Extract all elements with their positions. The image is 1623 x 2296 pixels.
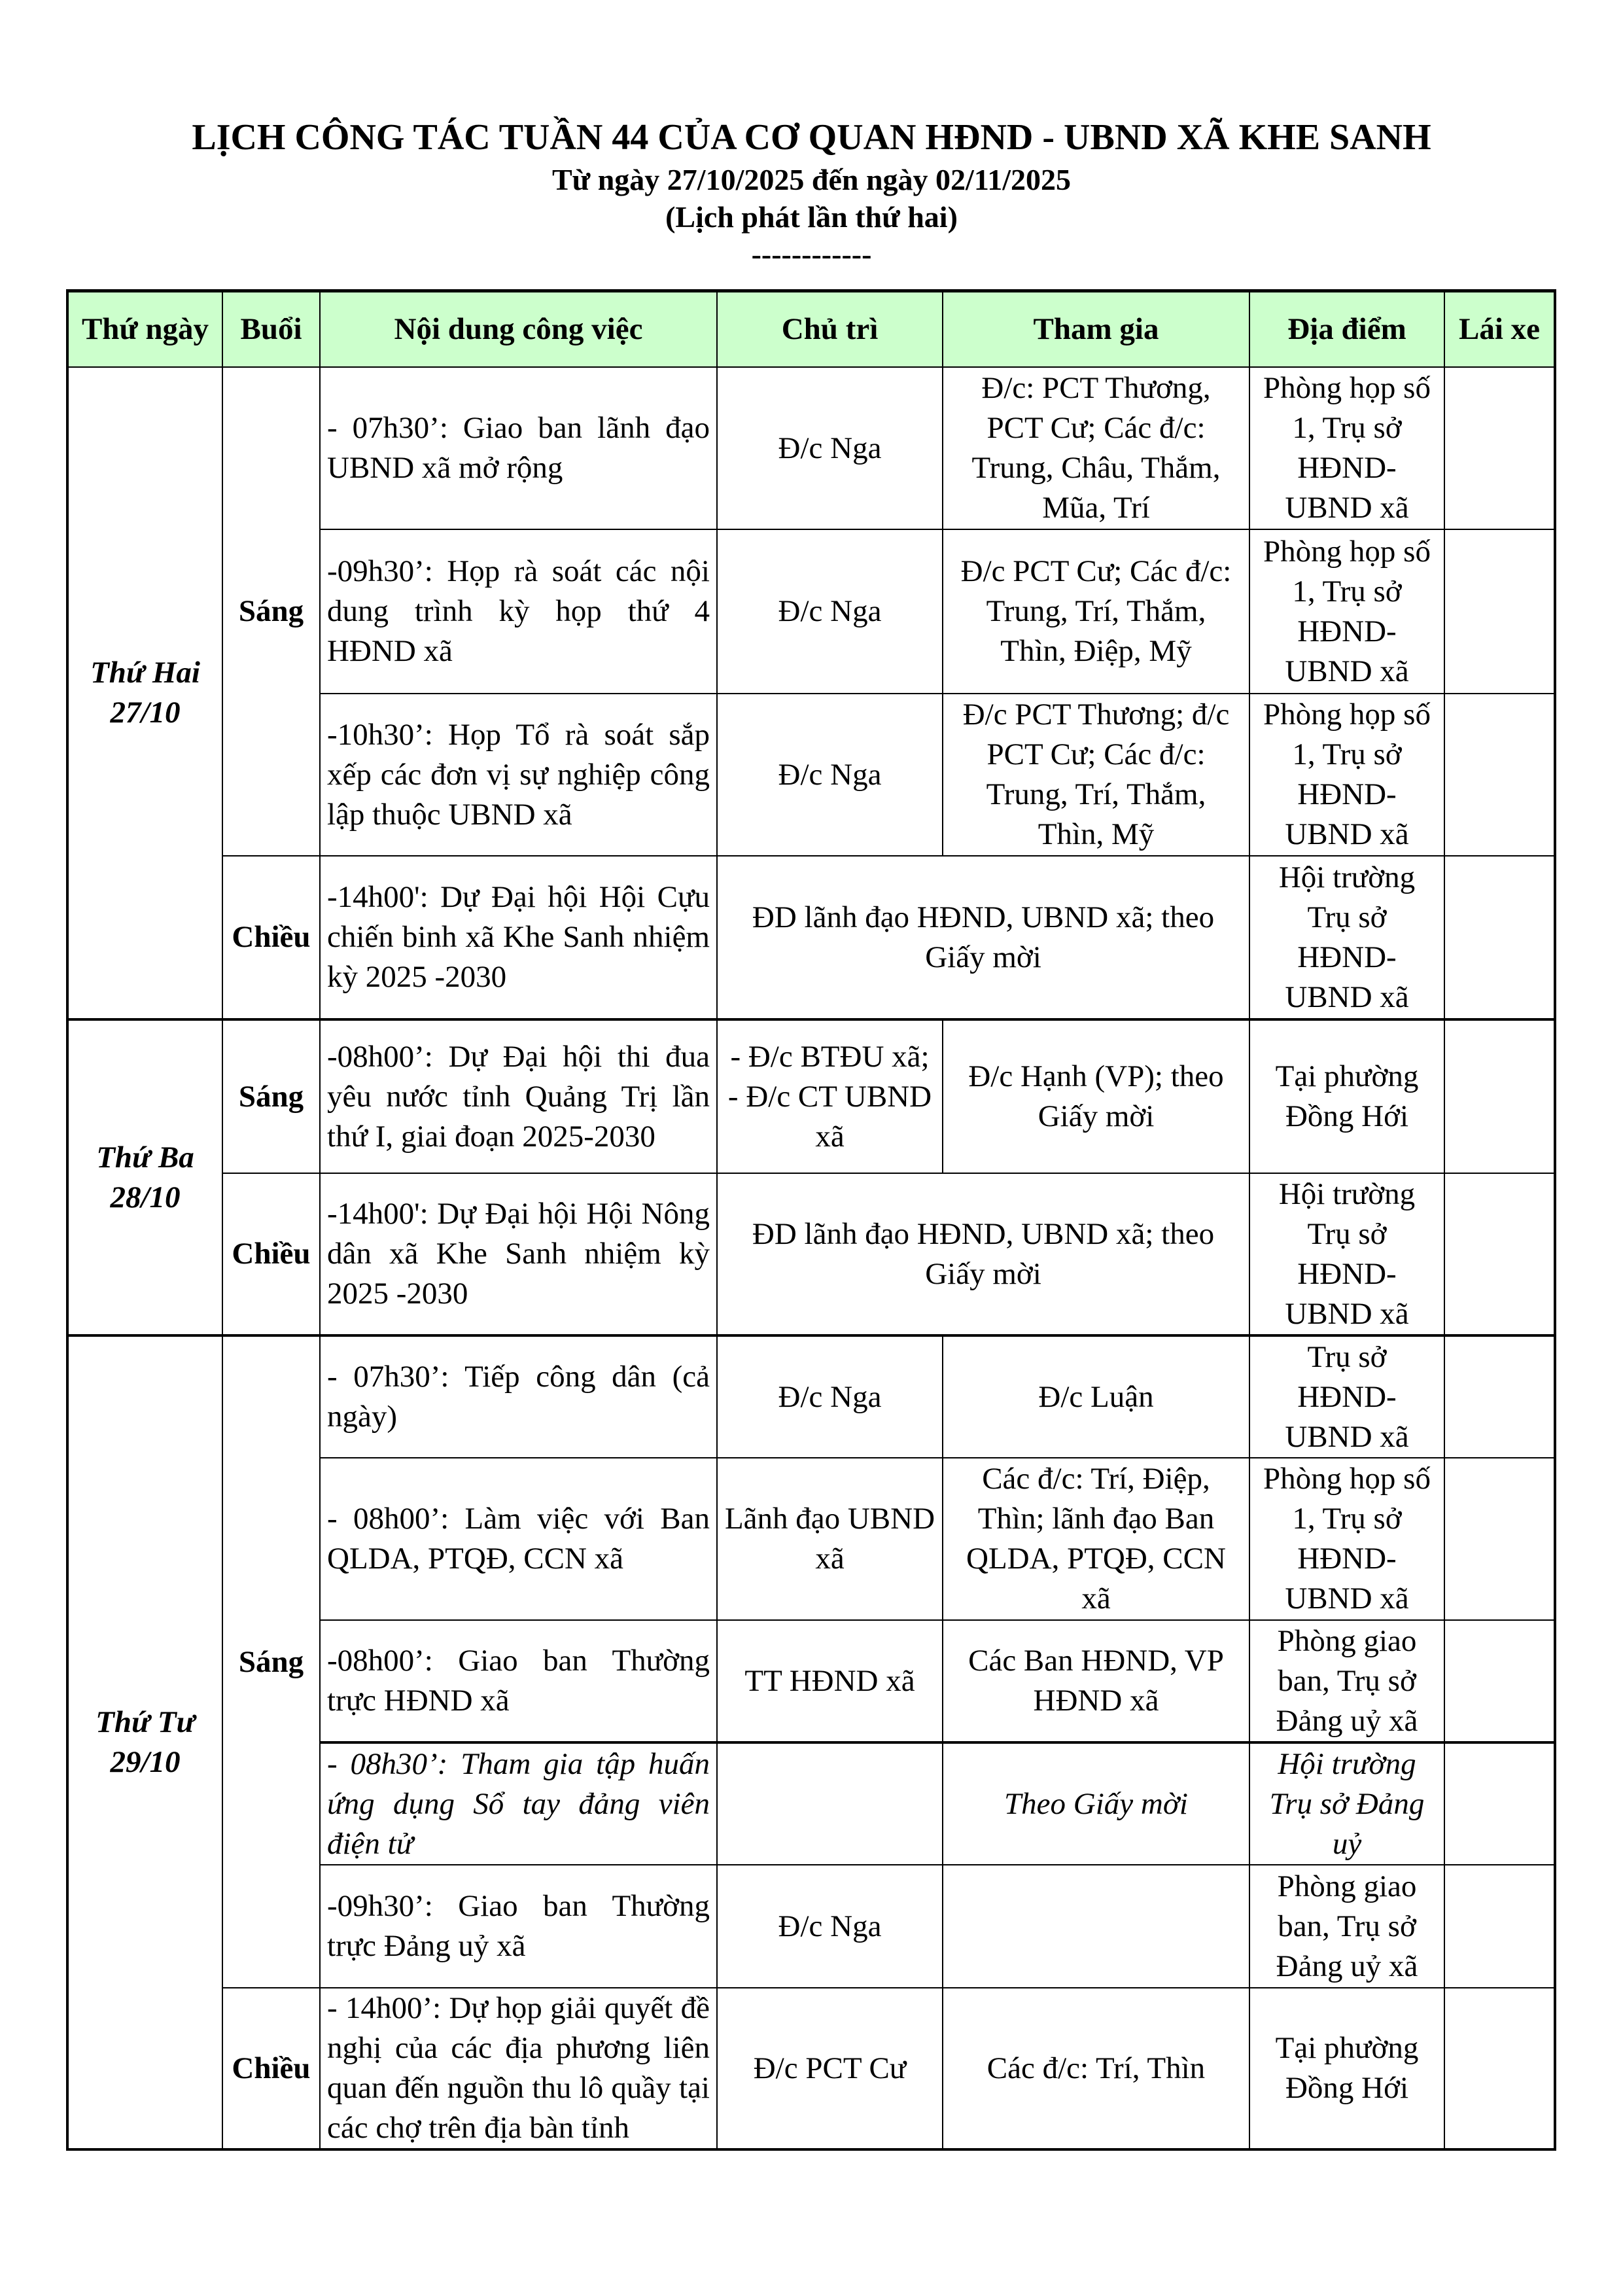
location-cell: Phòng họp số 1, Trụ sở HĐND-UBND xã [1249,694,1444,856]
content-cell: - 14h00’: Dự họp giải quyết đề nghị của các địa phương liên quan đến nguồn thu lô quầy tại các chợ trên địa bàn tỉnh [320,1988,717,2149]
content-cell: - 07h30’: Tiếp công dân (cả ngày) [320,1335,717,1458]
chair-cell [717,1742,943,1865]
location-cell: Phòng giao ban, Trụ sở Đảng uỷ xã [1249,1865,1444,1988]
location-cell: Trụ sở HĐND-UBND xã [1249,1335,1444,1458]
driver-cell [1444,1620,1555,1742]
header-driver: Lái xe [1444,291,1555,368]
location-cell: Hội trường Trụ sở HĐND-UBND xã [1249,1173,1444,1335]
day-date: 27/10 [110,696,181,730]
session-cell: Chiều [222,856,320,1019]
driver-cell [1444,1019,1555,1173]
driver-cell [1444,367,1555,529]
table-row [67,1173,1555,1335]
table-header [67,291,1555,368]
participants-cell: Đ/c: PCT Thương, PCT Cư; Các đ/c: Trung, Châu, Thắm, Mũa, Trí [943,367,1249,529]
driver-cell [1444,1335,1555,1458]
chair-participants-cell: ĐD lãnh đạo HĐND, UBND xã; theo Giấy mời [717,856,1249,1019]
content-cell: -08h00’: Giao ban Thường trực HĐND xã [320,1620,717,1742]
day-name: Thứ Tư [96,1705,195,1739]
header-location: Địa điểm [1249,291,1444,368]
content-cell: - 08h00’: Làm việc với Ban QLDA, PTQĐ, CCN xã [320,1458,717,1620]
content-cell: -14h00': Dự Đại hội Hội Nông dân xã Khe Sanh nhiệm kỳ 2025 -2030 [320,1173,717,1335]
location-cell: Tại phường Đồng Hới [1249,1988,1444,2149]
table-row [67,1988,1555,2149]
participants-cell: Đ/c Luận [943,1335,1249,1458]
content-cell: -10h30’: Họp Tổ rà soát sắp xếp các đơn vị sự nghiệp công lập thuộc UBND xã [320,694,717,856]
header-participants: Tham gia [943,291,1249,368]
content-cell: -09h30’: Họp rà soát các nội dung trình kỳ họp thứ 4 HĐND xã [320,529,717,694]
participants-cell: Theo Giấy mời [943,1742,1249,1865]
session-cell: Sáng [222,1019,320,1173]
day-cell [67,367,222,1019]
content-cell: -14h00': Dự Đại hội Hội Cựu chiến binh xã Khe Sanh nhiệm kỳ 2025 -2030 [320,856,717,1019]
day-name: Thứ Hai [90,656,200,690]
header-day: Thứ ngày [67,291,222,368]
chair-cell: Đ/c Nga [717,529,943,694]
table-row [67,856,1555,1019]
location-cell: Tại phường Đồng Hới [1249,1019,1444,1173]
content-cell: - 07h30’: Giao ban lãnh đạo UBND xã mở rộng [320,367,717,529]
driver-cell [1444,694,1555,856]
location-cell: Hội trường Trụ sở Đảng uỷ [1249,1742,1444,1865]
chair-cell: Đ/c Nga [717,367,943,529]
session-cell: Sáng [222,367,320,856]
driver-cell [1444,1988,1555,2149]
chair-cell: Đ/c PCT Cư [717,1988,943,2149]
day-name: Thứ Ba [96,1140,194,1174]
schedule-table [66,289,1556,2151]
issue-note: (Lịch phát lần thứ hai) [665,200,958,234]
chair-participants-cell: ĐD lãnh đạo HĐND, UBND xã; theo Giấy mời [717,1173,1249,1335]
header-content: Nội dung công việc [320,291,717,368]
location-cell: Phòng họp số 1, Trụ sở HĐND-UBND xã [1249,529,1444,694]
participants-cell: Các đ/c: Trí, Điệp, Thìn; lãnh đạo Ban QLDA, PTQĐ, CCN xã [943,1458,1249,1620]
session-cell: Sáng [222,1335,320,1988]
location-cell: Phòng họp số 1, Trụ sở HĐND-UBND xã [1249,1458,1444,1620]
header-chair: Chủ trì [717,291,943,368]
participants-cell: Đ/c PCT Cư; Các đ/c: Trung, Trí, Thắm, Thìn, Điệp, Mỹ [943,529,1249,694]
date-range: Từ ngày 27/10/2025 đến ngày 02/11/2025 [551,163,1072,196]
session-cell: Chiều [222,1173,320,1335]
driver-cell [1444,1173,1555,1335]
chair-cell: TT HĐND xã [717,1620,943,1742]
chair-cell: Đ/c Nga [717,694,943,856]
participants-cell: Các Ban HĐND, VP HĐND xã [943,1620,1249,1742]
day-date: 28/10 [110,1180,181,1214]
divider: ------------ [751,238,872,271]
chair-cell: Lãnh đạo UBND xã [717,1458,943,1620]
day-cell [67,1019,222,1335]
participants-cell: Đ/c Hạnh (VP); theo Giấy mời [943,1019,1249,1173]
day-date: 29/10 [110,1745,181,1779]
session-cell: Chiều [222,1988,320,2149]
day-cell [67,1335,222,2149]
participants-cell: Đ/c PCT Thương; đ/c PCT Cư; Các đ/c: Trung, Trí, Thắm, Thìn, Mỹ [943,694,1249,856]
header-session: Buổi [222,291,320,368]
location-cell: Hội trường Trụ sở HĐND-UBND xã [1249,856,1444,1019]
chair-cell: Đ/c Nga [717,1865,943,1988]
table-row [67,1335,1555,1458]
page-title: LỊCH CÔNG TÁC TUẦN 44 CỦA CƠ QUAN HĐND - UBND XÃ KHE SANH [192,117,1431,158]
table-row [67,367,1555,529]
location-cell: Phòng giao ban, Trụ sở Đảng uỷ xã [1249,1620,1444,1742]
driver-cell [1444,529,1555,694]
participants-cell: Các đ/c: Trí, Thìn [943,1988,1249,2149]
location-cell: Phòng họp số 1, Trụ sở HĐND-UBND xã [1249,367,1444,529]
table-row [67,1019,1555,1173]
chair-cell: Đ/c Nga [717,1335,943,1458]
driver-cell [1444,1865,1555,1988]
driver-cell [1444,1742,1555,1865]
chair-cell: - Đ/c BTĐU xã; - Đ/c CT UBND xã [717,1019,943,1173]
content-cell: -09h30’: Giao ban Thường trực Đảng uỷ xã [320,1865,717,1988]
content-cell: -08h00’: Dự Đại hội thi đua yêu nước tỉnh Quảng Trị lần thứ I, giai đoạn 2025-2030 [320,1019,717,1173]
driver-cell [1444,856,1555,1019]
driver-cell [1444,1458,1555,1620]
participants-cell [943,1865,1249,1988]
content-cell: - 08h30’: Tham gia tập huấn ứng dụng Sổ tay đảng viên điện tử [320,1742,717,1865]
